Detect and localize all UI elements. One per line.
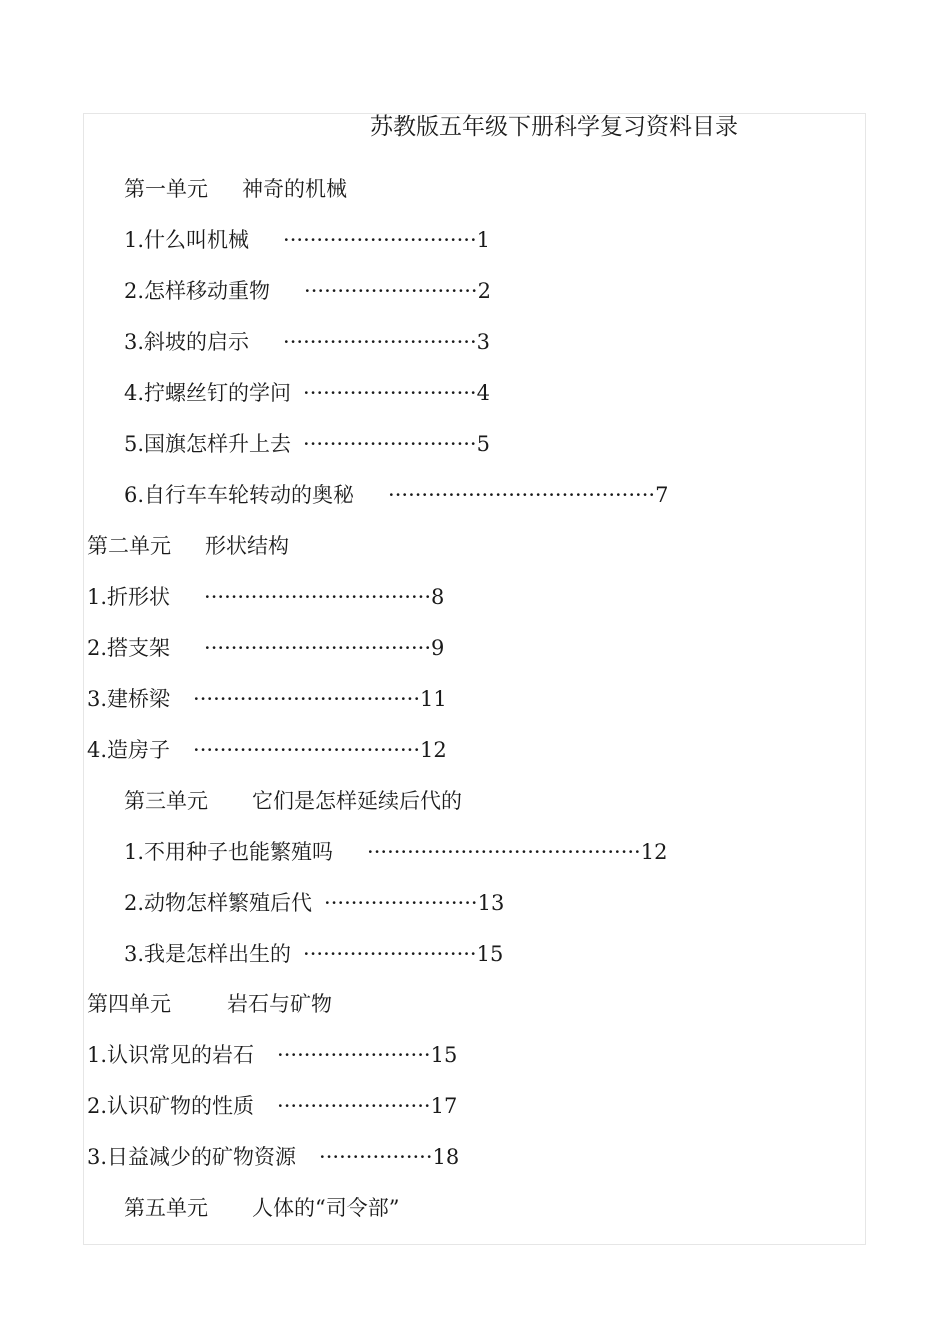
toc-page-number: 7 <box>655 483 669 507</box>
toc-entry[interactable] <box>124 328 490 356</box>
toc-leader: ······················· <box>324 891 478 915</box>
unit-label: 第一单元 <box>124 177 208 201</box>
toc-entry-title: 1.折形状 <box>87 585 171 609</box>
toc-entry[interactable] <box>87 685 447 713</box>
toc-entry[interactable] <box>87 634 444 662</box>
toc-leader: ·································· <box>193 738 421 762</box>
toc-leader: ·································· <box>204 585 432 609</box>
toc-entry[interactable] <box>124 226 490 254</box>
toc-page-number: 13 <box>477 891 505 915</box>
toc-entry[interactable] <box>124 379 490 407</box>
toc-entry[interactable] <box>87 583 444 611</box>
unit-heading <box>124 787 462 815</box>
toc-leader: ········································ <box>388 483 656 507</box>
toc-page-number: 17 <box>430 1094 458 1118</box>
toc-entry[interactable] <box>124 481 668 509</box>
toc-entry[interactable] <box>124 430 490 458</box>
unit-heading <box>87 990 332 1018</box>
toc-entry-title: 4.拧螺丝钉的学问 <box>124 381 292 405</box>
toc-leader: ····························· <box>283 228 477 252</box>
toc-page-number: 11 <box>420 687 447 711</box>
toc-entry-title: 2.搭支架 <box>87 636 171 660</box>
toc-entry[interactable] <box>124 889 504 917</box>
toc-leader: ······················· <box>277 1043 431 1067</box>
toc-entry-title: 4.造房子 <box>87 738 171 762</box>
toc-leader: ····························· <box>283 330 477 354</box>
toc-leader: ·································· <box>193 687 421 711</box>
toc-entry[interactable] <box>87 1143 459 1171</box>
toc-entry-title: 2.动物怎样繁殖后代 <box>124 891 313 915</box>
toc-entry[interactable] <box>87 1041 457 1069</box>
toc-entry[interactable] <box>87 1092 457 1120</box>
toc-page-number: 1 <box>476 228 491 252</box>
toc-entry-title: 3.斜坡的启示 <box>124 330 250 354</box>
unit-heading <box>87 532 289 560</box>
unit-name: 形状结构 <box>205 534 289 558</box>
toc-page-number: 12 <box>420 738 447 762</box>
toc-leader: ······················· <box>277 1094 431 1118</box>
toc-leader: ·························· <box>304 279 478 303</box>
toc-leader: ················· <box>319 1145 433 1169</box>
toc-page-number: 2 <box>477 279 491 303</box>
toc-page-number: 5 <box>476 432 490 456</box>
unit-name: 岩石与矿物 <box>227 992 332 1016</box>
toc-entry-title: 3.日益减少的矿物资源 <box>87 1145 297 1169</box>
toc-entry-title: 1.什么叫机械 <box>124 228 250 252</box>
toc-leader: ········································· <box>367 840 641 864</box>
page-title: 苏教版五年级下册科学复习资料目录 <box>370 114 738 140</box>
toc-page-number: 4 <box>476 381 490 405</box>
toc-leader: ·························· <box>303 432 477 456</box>
toc-page-number: 9 <box>431 636 445 660</box>
toc-entry[interactable] <box>87 736 447 764</box>
unit-label: 第五单元 <box>124 1196 208 1220</box>
toc-entry-title: 1.不用种子也能繁殖吗 <box>124 840 334 864</box>
unit-label: 第三单元 <box>124 789 208 813</box>
toc-entry-title: 2.怎样移动重物 <box>124 279 271 303</box>
unit-label: 第二单元 <box>87 534 171 558</box>
toc-leader: ·································· <box>204 636 432 660</box>
toc-entry-title: 5.国旗怎样升上去 <box>124 432 292 456</box>
toc-leader: ·························· <box>303 381 477 405</box>
unit-heading <box>124 1194 399 1222</box>
toc-entry[interactable] <box>124 277 491 305</box>
toc-entry[interactable] <box>124 838 667 866</box>
toc-leader: ·························· <box>303 942 477 966</box>
toc-page-number: 3 <box>476 330 491 354</box>
unit-label: 第四单元 <box>87 992 171 1016</box>
toc-page-number: 8 <box>431 585 445 609</box>
toc-entry-title: 3.建桥梁 <box>87 687 171 711</box>
toc-entry[interactable] <box>124 940 503 968</box>
unit-name: 神奇的机械 <box>242 177 347 201</box>
unit-name: 人体的“司令部” <box>252 1196 400 1220</box>
toc-page-number: 12 <box>640 840 668 864</box>
toc-entry-title: 2.认识矿物的性质 <box>87 1094 255 1118</box>
toc-page-number: 15 <box>476 942 504 966</box>
unit-name: 它们是怎样延续后代的 <box>252 789 462 813</box>
toc-entry-title: 6.自行车车轮转动的奥秘 <box>124 483 355 507</box>
toc-entry-title: 1.认识常见的岩石 <box>87 1043 255 1067</box>
unit-heading <box>124 175 347 203</box>
toc-entry-title: 3.我是怎样出生的 <box>124 942 292 966</box>
toc-page-number: 18 <box>432 1145 460 1169</box>
toc-page-number: 15 <box>430 1043 458 1067</box>
